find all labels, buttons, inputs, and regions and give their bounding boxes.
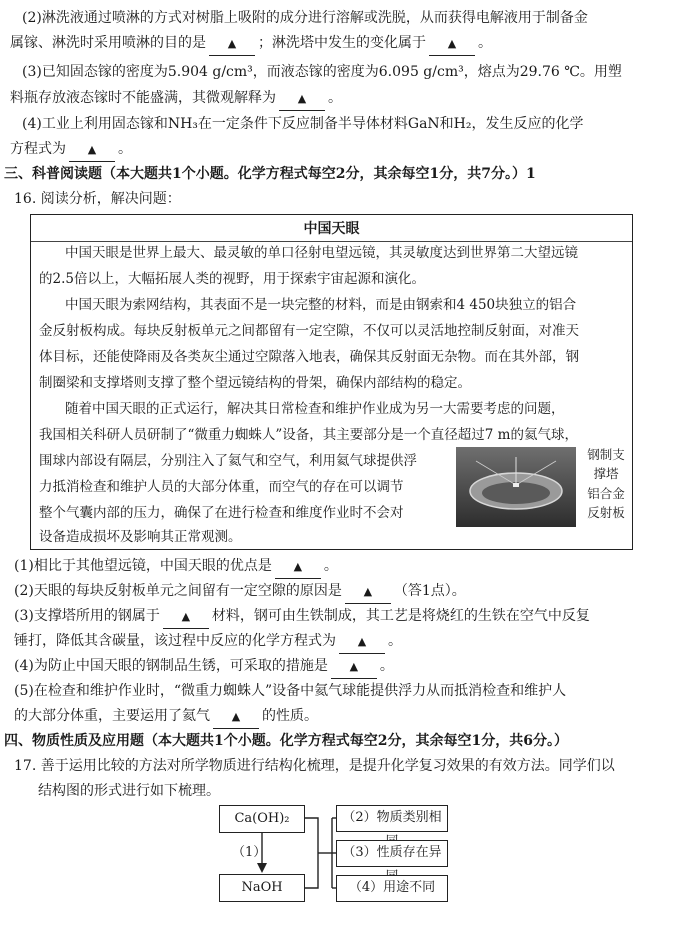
q15-4-line2: 方程式为 ▲ 。 (10, 139, 132, 162)
q16-3: (3)支撑塔所用的钢属于 ▲ 材料，钢可由生铁制成，其工艺是将烧红的生铁在空气中反复 (14, 606, 590, 629)
answer-blank[interactable]: ▲ (339, 631, 385, 654)
article-line: 中国天眼是世界上最大、最灵敏的单口径射电望远镜，其灵敏度达到世界第二大望远镜 (65, 245, 578, 261)
article-line: 我国相关科研人员研制了“微重力蜘蛛人”设备，其主要部分是一个直径超过7 m的氦气球， (39, 427, 578, 443)
q15-2-line2: 属镓、淋洗时采用喷淋的目的是 ▲ ；淋洗塔中发生的变化属于 ▲ 。 (10, 33, 492, 56)
article-line: 制圈梁和支撑塔则支撑了整个望远镜结构的骨架，确保内部结构的稳定。 (39, 375, 471, 391)
answer-blank[interactable]: ▲ (209, 33, 255, 56)
answer-blank[interactable]: ▲ (429, 33, 475, 56)
answer-blank[interactable]: ▲ (345, 581, 391, 604)
article-title: 中国天眼 (303, 221, 360, 237)
section4-heading: 四、物质性质及应用题（本大题共1个小题。化学方程式每空2分，其余每空1分，共6分。） (4, 733, 568, 749)
q16-4: (4)为防止中国天眼的钢制品生锈，可采取的措施是 ▲ 。 (14, 656, 394, 679)
q17-line1: 17. 善于运用比较的方法对所学物质进行结构化梳理，是提升化学复习效果的有效方法。同学们以 (14, 758, 615, 774)
article-line: 体目标，还能使降雨及各类灰尘通过空隙落入地表，确保其反射面无杂物。而在其外部，钢 (39, 349, 579, 365)
article-line: 整个气囊内部的压力，确保了在进行检查和维度作业时不会对 (39, 505, 404, 521)
article-line: 的2.5倍以上，大幅拓展人类的视野，用于探索宇宙起源和演化。 (39, 271, 425, 287)
answer-blank[interactable]: ▲ (331, 656, 377, 679)
section3-heading: 三、科普阅读题（本大题共1个小题。化学方程式每空2分，其余每空1分，共7分。）1 (4, 166, 536, 182)
q15-3-line2: 料瓶存放液态镓时不能盛满，其微观解释为 ▲ 。 (10, 88, 342, 111)
article-line: 设备造成损坏及影响其正常观测。 (39, 529, 242, 545)
answer-blank[interactable]: ▲ (213, 706, 259, 729)
answer-blank[interactable]: ▲ (275, 556, 321, 579)
q15-2-line1: (2)淋洗液通过喷淋的方式对树脂上吸附的成分进行溶解或洗脱，从而获得电解液用于制备金 (22, 10, 588, 26)
article-line: 随着中国天眼的正式运行，解决其日常检查和维护作业成为另一大需要考虑的问题， (65, 401, 565, 417)
q16-intro: 16. 阅读分析，解决问题： (14, 191, 181, 207)
box-calcium-hydroxide: Ca(OH)₂ (219, 805, 305, 833)
q16-5: (5)在检查和维护作业时，“微重力蜘蛛人”设备中氦气球能提供浮力从而抵消检查和维护人 (14, 683, 567, 699)
box-sodium-hydroxide: NaOH (219, 874, 305, 902)
q16-5-cont: 的大部分体重，主要运用了氦气 ▲ 的性质。 (14, 706, 318, 729)
article-line: 中国天眼为索网结构，其表面不是一块完整的材料，而是由钢索和4 450块独立的铝合 (65, 297, 577, 313)
article-line: 金反射板构成。每块反射板单元之间都留有一定空隙，不仅可以灵活地控制反射面，对准天 (39, 323, 579, 339)
q16-2: (2)天眼的每块反射板单元之间留有一定空隙的原因是 ▲ （答1点）。 (14, 581, 466, 604)
box-properties: （3）性质存在异 (336, 840, 448, 867)
q15-4-line1: (4)工业上利用固态镓和NH₃在一定条件下反应制备半导体材料GaN和H₂，发生反应的化学 (22, 116, 584, 132)
photo-caption: 钢制支 撑塔 铝合金 反射板 (587, 447, 625, 521)
box-uses: （4）用途不同 (336, 875, 448, 902)
q15-3-line1: (3)已知固态镓的密度为5.904 g/cm³，而液态镓的密度为6.095 g/cm³，熔点为29.76 ℃。用塑 (22, 64, 622, 80)
article-line: 力抵消检查和维护人员的大部分体重，而空气的存在可以调节 (39, 479, 404, 495)
q16-3-cont: 锤打，降低其含碳量，该过程中反应的化学方程式为 ▲ 。 (14, 631, 402, 654)
answer-blank[interactable]: ▲ (279, 88, 325, 111)
answer-blank[interactable]: ▲ (163, 606, 209, 629)
answer-blank[interactable]: ▲ (69, 139, 115, 162)
q16-1: (1)相比于其他望远镜，中国天眼的优点是 ▲ 。 (14, 556, 338, 579)
article-line: 围球内部设有隔层，分别注入了氦气和空气，利用氦气球提供浮 (39, 453, 417, 469)
box-same-category: （2）物质类别相 (336, 805, 448, 832)
q17-line2: 结构图的形式进行如下梳理。 (38, 783, 220, 799)
arrow-label: （1） (232, 845, 267, 860)
